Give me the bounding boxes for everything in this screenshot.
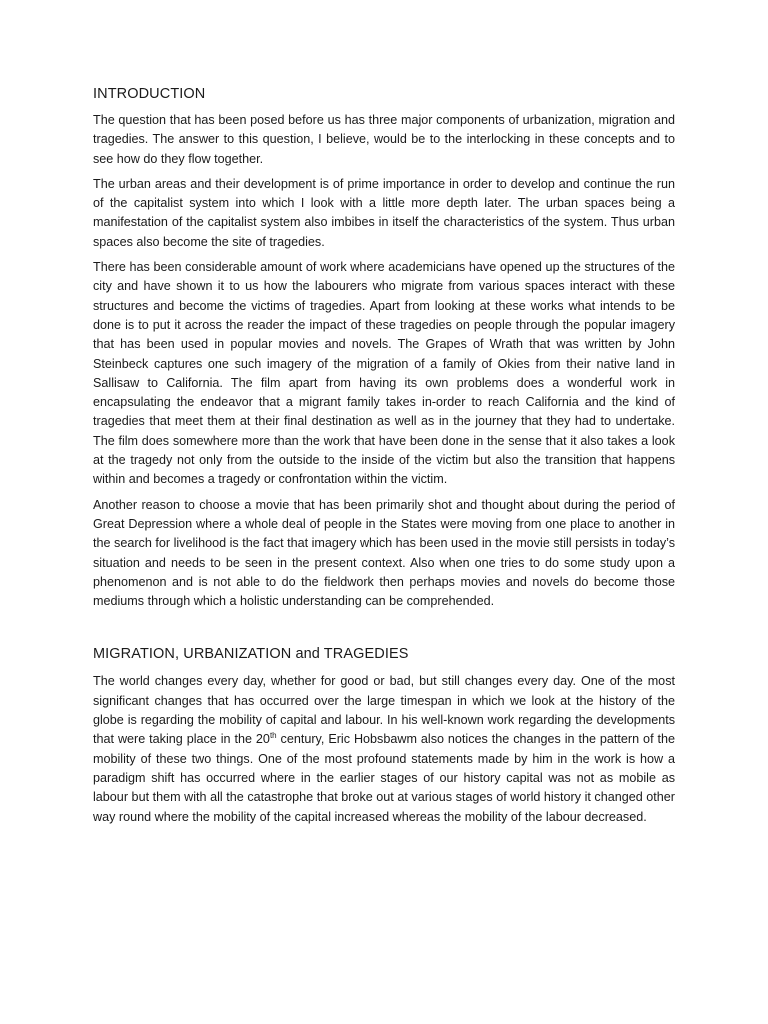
superscript-th: th <box>269 731 277 741</box>
paragraph-2: The urban areas and their development is of prime importance in order to develop and continue the run of the capitalist system into which I look with a little more depth later. The urban spaces being a manifestation of the capitalist system also imbibes in itself the characteristics of the system. Thus urban spaces also become the site of tragedies. <box>93 176 675 249</box>
paragraph-4: Another reason to choose a movie that has been primarily shot and thought about during the period of Great Depression where a whole deal of people in the States were moving from one place to another in the search for livelihood is the fact that imagery which has been used in the movie still persists in today’s situation and needs to be seen in the present context. Also when one tries to do some study upon a phenomenon and is not able to do the fieldwork then perhaps movies and novels do become those mediums through which a holistic understanding can be comprehended. <box>93 497 675 609</box>
paragraph-5-part-2: century, Eric Hobsbawm also notices the changes in the pattern of the mobility of these two things. One of the most profound statements made by him in the work is how a paradigm shift has occurred where in the earlier stages of our history capital was not as mobile as labour but them with all the catastrophe that broke out at various stages of world history it changed other way round where the mobility of the capital increased whereas the mobility of the labour decreased. <box>93 732 676 824</box>
introduction-heading: INTRODUCTION <box>93 86 206 102</box>
migration-heading: MIGRATION, URBANIZATION and TRAGEDIES <box>93 646 409 663</box>
paragraph-5-part-1: The world changes every day, whether for good or bad, but still changes every day. One of the most significant changes that has occurred over the large timespan in which we look at the history of the globe is regarding the mobility of capital and labour. In his well-known work regarding the developments that were taking place in the 20 <box>93 674 675 747</box>
paragraph-1: The question that has been posed before us has three major components of urbanization, migration and tragedies. The answer to this question, I believe, would be to the interlocking in these concepts and to see how do they flow together. <box>93 113 675 166</box>
paragraph-5 <box>93 672 675 826</box>
paragraph-3: There has been considerable amount of work where academicians have opened up the structures of the city and have shown it to us how the labourers who migrate from various spaces interact with these structures and become the victims of tragedies. Apart from looking at these works what intends to be done is to put it across the reader the impact of these tragedies on people through the popular imagery that has been used in popular movies and novels. The Grapes of Wrath that was written by John Steinbeck captures one such imagery of the migration of a family of Okies from their native land in Sallisaw to California. The film apart from having its own problems does a wonderful work in encapsulating the endeavor that a migrant family takes in-order to reach California and the kind of tragedies that meet them at their final destination as well as in the journey that they had to undertake. The film does somewhere more than the work that have been done in the sense that it also takes a look at the tragedy not only from the outside to the inside of the victim but also the transition that happens within and becomes a tragedy or confrontation within the victim. <box>93 260 675 487</box>
document-body <box>93 86 675 833</box>
